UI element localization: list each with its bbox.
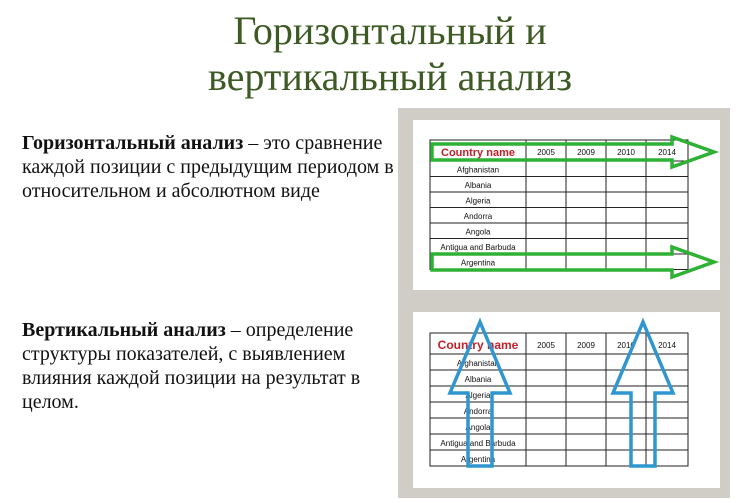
horizontal-table-header-year: 2014 [658,148,676,157]
vertical-table-header-country: Country name [437,338,519,352]
vertical-table-country-cell: Argentina [460,455,496,464]
horizontal-table-header-year: 2005 [537,148,555,157]
vertical-table-country-cell: Afghanistan [456,359,500,368]
horizontal-table-country-cell: Algeria [465,196,491,206]
horizontal-table-header-year: 2010 [617,148,635,157]
title-line-1: Горизонтальный и [233,8,547,53]
horizontal-table-country-cell: Afghanistan [456,165,500,175]
vertical-analysis-term: Вертикальный анализ [22,319,226,341]
horizontal-analysis-term: Горизонтальный анализ [22,132,244,154]
horizontal-table-country-cell: Antigua and Barbuda [440,243,516,252]
horizontal-analysis-definition: – это сравнение каждой позиции с предыдущим периодом в относительном и абсолютном виде [22,132,394,202]
horizontal-table-country-cell: Albania [464,181,492,190]
vertical-table-country-cell: Antigua and Barbuda [440,439,516,448]
vertical-table-country-cell: Albania [464,375,492,384]
vertical-table-header-year: 2005 [537,341,555,350]
title-line-2: вертикальный анализ [207,54,573,99]
vertical-table-country-cell: Angola [465,423,491,432]
vertical-analysis-definition: – определение структуры показателей, с выявлением влияния каждой позиции на результат в целом. [22,319,361,413]
vertical-table-header-year: 2009 [577,341,595,350]
horizontal-table-country-cell: Argentina [460,258,496,268]
horizontal-table-header-country: Country name [441,147,515,159]
vertical-table-header-year: 2014 [658,341,676,350]
vertical-table-header-year: 2010 [617,341,635,350]
vertical-table-country-cell: Andorra [463,407,493,416]
vertical-table-country-cell: Algeria [465,391,491,400]
horizontal-table-country-cell: Andorra [463,212,493,221]
horizontal-table-header-year: 2009 [577,148,595,157]
horizontal-table-country-cell: Angola [465,227,491,237]
